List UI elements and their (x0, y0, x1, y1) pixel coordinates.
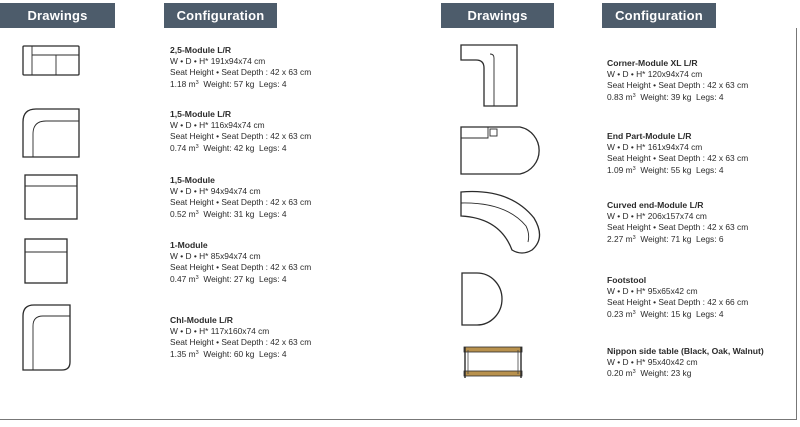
chaise-module-icon (22, 304, 72, 377)
item-dimensions: W • D • H* 95x40x42 cm (607, 357, 698, 368)
item-name: 1,5-Module L/R (170, 109, 232, 119)
footstool-icon (461, 272, 503, 331)
item-dimensions: W • D • H* 116x94x74 cm (170, 120, 265, 131)
item-volume: 0.47 m (170, 273, 196, 284)
item-dimensions: W • D • H* 206x157x74 cm (607, 211, 707, 222)
item-weight: Weight: 42 kg (203, 142, 255, 153)
item-name: 1-Module (170, 240, 208, 250)
item-weight: Weight: 15 kg (640, 308, 692, 319)
item-name: 2,5-Module L/R (170, 45, 232, 55)
left-item-3 (170, 175, 311, 220)
item-legs: Legs: 6 (696, 233, 724, 244)
left-configuration-header: Configuration (164, 3, 277, 28)
item-name: Footstool (607, 275, 647, 285)
cubic-superscript: 3 (195, 274, 199, 281)
item-weight: Weight: 27 kg (203, 273, 255, 284)
item-legs: Legs: 4 (259, 348, 287, 359)
item-dimensions: W • D • H* 95x65x42 cm (607, 286, 698, 297)
item-name: Nippon side table (Black, Oak, Walnut) (607, 346, 764, 356)
sofa-module-1-5-lr-icon (22, 108, 80, 163)
item-legs: Legs: 4 (696, 164, 724, 175)
item-volume: 0.23 m (607, 308, 633, 319)
item-seat: Seat Height • Seat Depth : 42 x 63 cm (170, 197, 312, 208)
item-dimensions: W • D • H* 94x94x74 cm (170, 186, 261, 197)
item-legs: Legs: 4 (259, 208, 287, 219)
sofa-module-2-5-icon (22, 45, 80, 82)
item-weight: Weight: 57 kg (203, 78, 255, 89)
item-weight: Weight: 31 kg (203, 208, 255, 219)
item-legs: Legs: 4 (259, 78, 287, 89)
item-legs: Legs: 4 (259, 142, 287, 153)
right-item-5 (607, 346, 764, 380)
item-legs: Legs: 4 (696, 91, 724, 102)
item-name: Chl-Module L/R (170, 315, 234, 325)
cubic-superscript: 3 (632, 92, 636, 99)
cubic-superscript: 3 (632, 369, 636, 376)
cubic-superscript: 3 (195, 79, 199, 86)
item-weight: Weight: 39 kg (640, 91, 692, 102)
right-configuration-header: Configuration (602, 3, 716, 28)
cubic-superscript: 3 (632, 165, 636, 172)
item-seat: Seat Height • Seat Depth : 42 x 63 cm (607, 153, 749, 164)
item-name: 1,5-Module (170, 175, 215, 185)
item-weight: Weight: 23 kg (640, 368, 692, 379)
item-volume: 1.35 m (170, 348, 196, 359)
item-name: End Part-Module L/R (607, 131, 692, 141)
left-item-1 (170, 45, 311, 90)
item-legs: Legs: 4 (696, 308, 724, 319)
item-volume: 0.52 m (170, 208, 196, 219)
item-weight: Weight: 55 kg (640, 164, 692, 175)
item-seat: Seat Height • Seat Depth : 42 x 63 cm (607, 80, 749, 91)
item-dimensions: W • D • H* 120x94x74 cm (607, 69, 703, 80)
item-weight: Weight: 60 kg (203, 348, 255, 359)
item-name: Corner-Module XL L/R (607, 58, 698, 68)
item-volume: 1.09 m (607, 164, 633, 175)
left-item-2 (170, 109, 311, 154)
right-drawings-header: Drawings (441, 3, 554, 28)
sofa-module-1-5-icon (24, 174, 78, 225)
item-name: Curved end-Module L/R (607, 200, 704, 210)
item-seat: Seat Height • Seat Depth : 42 x 63 cm (170, 131, 312, 142)
item-legs: Legs: 4 (259, 273, 287, 284)
item-seat: Seat Height • Seat Depth : 42 x 63 cm (607, 222, 749, 233)
item-seat: Seat Height • Seat Depth : 42 x 63 cm (170, 67, 312, 78)
right-item-2 (607, 131, 748, 176)
item-seat: Seat Height • Seat Depth : 42 x 66 cm (607, 297, 749, 308)
left-item-5 (170, 315, 311, 360)
left-item-4 (170, 240, 311, 285)
cubic-superscript: 3 (632, 309, 636, 316)
side-table-icon (462, 345, 524, 384)
item-dimensions: W • D • H* 85x94x74 cm (170, 251, 261, 262)
corner-module-icon (460, 44, 518, 113)
cubic-superscript: 3 (632, 234, 636, 241)
item-seat: Seat Height • Seat Depth : 42 x 63 cm (170, 337, 312, 348)
item-dimensions: W • D • H* 117x160x74 cm (170, 326, 270, 337)
cubic-superscript: 3 (195, 143, 199, 150)
right-item-3 (607, 200, 748, 245)
item-weight: Weight: 71 kg (640, 233, 692, 244)
item-volume: 0.20 m (607, 368, 633, 379)
item-volume: 1.18 m (170, 78, 196, 89)
left-drawings-header: Drawings (0, 3, 115, 28)
right-item-4 (607, 275, 748, 320)
cubic-superscript: 3 (195, 209, 199, 216)
item-volume: 2.27 m (607, 233, 633, 244)
curved-end-module-icon (460, 190, 542, 263)
sofa-module-1-icon (24, 238, 68, 289)
item-dimensions: W • D • H* 191x94x74 cm (170, 56, 266, 67)
item-volume: 0.74 m (170, 142, 196, 153)
item-volume: 0.83 m (607, 91, 633, 102)
item-seat: Seat Height • Seat Depth : 42 x 63 cm (170, 262, 312, 273)
right-item-1 (607, 58, 748, 103)
item-dimensions: W • D • H* 161x94x74 cm (607, 142, 703, 153)
end-part-module-icon (460, 126, 544, 181)
cubic-superscript: 3 (195, 349, 199, 356)
